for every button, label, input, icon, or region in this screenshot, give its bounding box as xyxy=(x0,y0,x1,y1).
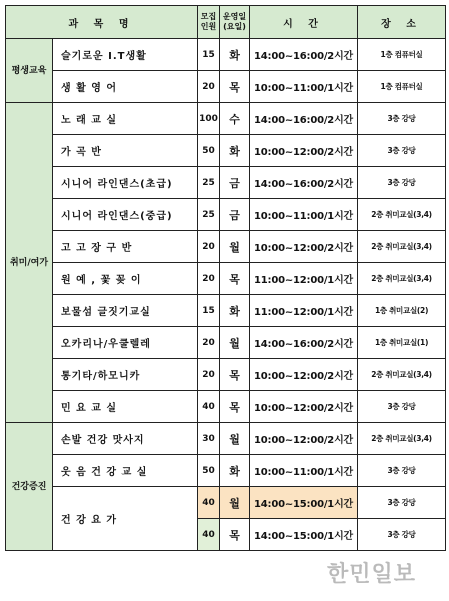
course-name: 시니어 라인댄스(초급) xyxy=(53,167,198,199)
course-day: 화 xyxy=(220,295,250,327)
course-time: 11:00~12:00/1시간 xyxy=(250,263,358,295)
program-schedule-table xyxy=(5,5,446,551)
course-count: 15 xyxy=(198,39,220,71)
course-day: 월 xyxy=(220,487,250,519)
course-count: 15 xyxy=(198,295,220,327)
course-count: 20 xyxy=(198,327,220,359)
course-name: 통기타/하모니카 xyxy=(53,359,198,391)
table-row xyxy=(6,391,446,423)
course-place: 2층 취미교실(3,4) xyxy=(358,263,446,295)
course-count: 20 xyxy=(198,231,220,263)
course-day: 금 xyxy=(220,167,250,199)
course-place: 1층 취미교실(1) xyxy=(358,327,446,359)
course-day: 화 xyxy=(220,39,250,71)
course-time: 10:00~12:00/2시간 xyxy=(250,359,358,391)
table-row xyxy=(6,359,446,391)
course-day: 월 xyxy=(220,327,250,359)
course-day: 목 xyxy=(220,263,250,295)
course-place: 2층 취미교실(3,4) xyxy=(358,199,446,231)
course-time: 14:00~16:00/2시간 xyxy=(250,167,358,199)
course-day: 목 xyxy=(220,71,250,103)
table-row xyxy=(6,103,446,135)
course-count: 40 xyxy=(198,519,220,551)
course-name: 생 활 영 어 xyxy=(53,71,198,103)
course-name: 건 강 요 가 xyxy=(53,487,198,551)
course-name: 노 래 교 실 xyxy=(53,103,198,135)
course-time: 10:00~12:00/2시간 xyxy=(250,391,358,423)
course-count: 50 xyxy=(198,455,220,487)
table-row xyxy=(6,231,446,263)
course-day: 금 xyxy=(220,199,250,231)
course-name: 시니어 라인댄스(중급) xyxy=(53,199,198,231)
course-time: 11:00~12:00/1시간 xyxy=(250,295,358,327)
course-time: 10:00~11:00/1시간 xyxy=(250,455,358,487)
course-count: 40 xyxy=(198,487,220,519)
course-place: 3층 강당 xyxy=(358,391,446,423)
course-day: 월 xyxy=(220,231,250,263)
table-row xyxy=(6,263,446,295)
course-name: 보물섬 글짓기교실 xyxy=(53,295,198,327)
course-time: 14:00~15:00/1시간 xyxy=(250,519,358,551)
course-name: 오카리나/우쿨렐레 xyxy=(53,327,198,359)
header-place: 장 소 xyxy=(358,6,446,39)
header-subject: 과 목 명 xyxy=(6,6,198,39)
course-time: 10:00~11:00/1시간 xyxy=(250,71,358,103)
course-time: 14:00~16:00/2시간 xyxy=(250,39,358,71)
course-place: 1층 취미교실(2) xyxy=(358,295,446,327)
course-time: 14:00~16:00/2시간 xyxy=(250,327,358,359)
table-row xyxy=(6,199,446,231)
course-time: 10:00~11:00/1시간 xyxy=(250,199,358,231)
table-row xyxy=(6,135,446,167)
course-count: 20 xyxy=(198,359,220,391)
table-row xyxy=(6,39,446,71)
header-row xyxy=(6,6,446,39)
table-row xyxy=(6,167,446,199)
course-place: 3층 강당 xyxy=(358,519,446,551)
course-count: 40 xyxy=(198,391,220,423)
course-time: 10:00~12:00/2시간 xyxy=(250,423,358,455)
course-count: 30 xyxy=(198,423,220,455)
course-day: 목 xyxy=(220,391,250,423)
course-count: 100 xyxy=(198,103,220,135)
header-count: 모집 인원 xyxy=(198,6,220,39)
course-place: 1층 컴퓨터실 xyxy=(358,71,446,103)
course-day: 월 xyxy=(220,423,250,455)
course-count: 50 xyxy=(198,135,220,167)
table-row xyxy=(6,295,446,327)
course-count: 20 xyxy=(198,263,220,295)
table-row xyxy=(6,455,446,487)
course-time: 14:00~16:00/2시간 xyxy=(250,103,358,135)
course-name: 슬기로운 I.T생활 xyxy=(53,39,198,71)
course-day: 목 xyxy=(220,519,250,551)
watermark-logo: 한민일보 xyxy=(327,562,417,587)
course-place: 3층 강당 xyxy=(358,167,446,199)
course-day: 목 xyxy=(220,359,250,391)
header-day: 운영일 (요일) xyxy=(220,6,250,39)
course-day: 수 xyxy=(220,103,250,135)
table-row xyxy=(6,423,446,455)
course-time: 10:00~12:00/2시간 xyxy=(250,231,358,263)
course-place: 3층 강당 xyxy=(358,135,446,167)
category-cell: 평생교육 xyxy=(6,39,53,103)
table-row xyxy=(6,71,446,103)
course-name: 원 예 , 꽃 꽂 이 xyxy=(53,263,198,295)
course-count: 25 xyxy=(198,199,220,231)
course-name: 민 요 교 실 xyxy=(53,391,198,423)
course-day: 화 xyxy=(220,455,250,487)
course-place: 3층 강당 xyxy=(358,103,446,135)
course-name: 웃 음 건 강 교 실 xyxy=(53,455,198,487)
course-day: 화 xyxy=(220,135,250,167)
table-row xyxy=(6,327,446,359)
course-time: 10:00~12:00/2시간 xyxy=(250,135,358,167)
course-name: 고 고 장 구 반 xyxy=(53,231,198,263)
schedule-table-container xyxy=(5,5,445,597)
category-cell: 건강증진 xyxy=(6,423,53,551)
header-time: 시 간 xyxy=(250,6,358,39)
course-place: 1층 컴퓨터실 xyxy=(358,39,446,71)
course-name: 가 곡 반 xyxy=(53,135,198,167)
course-place: 2층 취미교실(3,4) xyxy=(358,231,446,263)
course-name: 손발 건강 맛사지 xyxy=(53,423,198,455)
category-cell: 취미/여가 xyxy=(6,103,53,423)
course-count: 25 xyxy=(198,167,220,199)
course-place: 2층 취미교실(3,4) xyxy=(358,359,446,391)
course-place: 2층 취미교실(3,4) xyxy=(358,423,446,455)
course-place: 3층 강당 xyxy=(358,455,446,487)
table-row xyxy=(6,487,446,519)
course-time: 14:00~15:00/1시간 xyxy=(250,487,358,519)
course-count: 20 xyxy=(198,71,220,103)
course-place: 3층 강당 xyxy=(358,487,446,519)
